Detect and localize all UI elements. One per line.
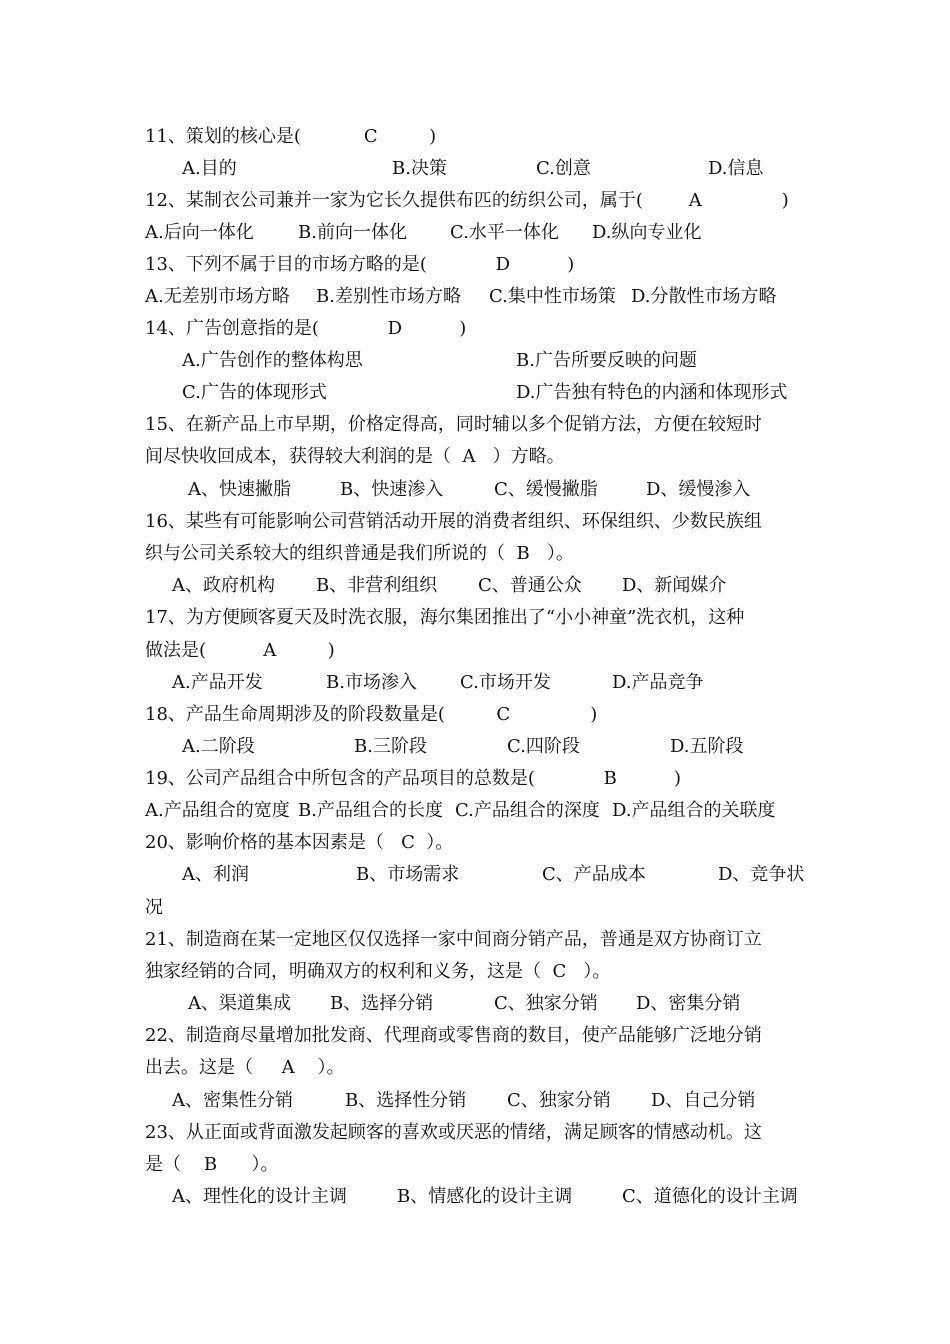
option-d: D、缓慢渗入 — [646, 479, 751, 500]
option-b: B.广告所要反映的问题 — [516, 350, 697, 371]
option-c: C.集中性市场策 — [489, 286, 616, 307]
question-12-options — [0, 222, 950, 244]
option-d: D.产品组合的关联度 — [612, 800, 776, 821]
option-c: C.创意 — [536, 158, 591, 179]
question-14-options-row2 — [0, 382, 950, 404]
question-22-options — [0, 1090, 950, 1112]
question-23-stem-line1: 23、从正面或背面激发起顾客的喜欢或厌恶的情绪，满足顾客的情感动机。这 — [145, 1122, 762, 1143]
option-b: B.市场渗入 — [326, 672, 417, 693]
question-17-stem-line2: 做法是( A ) — [145, 640, 335, 661]
option-c: C.产品组合的深度 — [455, 800, 600, 821]
option-c: C、道德化的设计主调 — [622, 1186, 798, 1207]
option-a: A.二阶段 — [182, 736, 255, 757]
question-21-stem-line1: 21、制造商在某一定地区仅仅选择一家中间商分销产品，普通是双方协商订立 — [145, 929, 762, 950]
question-16-stem-line2: 织与公司关系较大的组织普通是我们所说的（ B ）。 — [145, 543, 574, 564]
question-15-options — [0, 479, 950, 501]
option-a: A、快速撇脂 — [188, 479, 291, 500]
option-c: C、独家分销 — [494, 993, 598, 1014]
option-b: B.前向一体化 — [298, 222, 407, 243]
option-c: C.四阶段 — [507, 736, 580, 757]
option-d: D.产品竞争 — [612, 672, 704, 693]
question-11-options — [0, 158, 950, 180]
question-23-options — [0, 1186, 950, 1208]
option-a: A.广告创作的整体构思 — [182, 350, 363, 371]
option-b: B、非营利组织 — [316, 575, 438, 596]
option-c: C、独家分销 — [507, 1090, 611, 1111]
option-d: D.纵向专业化 — [592, 222, 702, 243]
option-a: A、渠道集成 — [188, 993, 291, 1014]
option-b: B、选择分销 — [330, 993, 434, 1014]
question-13-stem: 13、下列不属于目的市场方略的是( D ) — [145, 254, 575, 275]
option-b: B、快速渗入 — [340, 479, 444, 500]
option-d: D、新闻媒介 — [622, 575, 727, 596]
option-b: B、情感化的设计主调 — [397, 1186, 573, 1207]
option-a: A、理性化的设计主调 — [172, 1186, 347, 1207]
question-21-options — [0, 993, 950, 1015]
option-c: C.水平一体化 — [450, 222, 559, 243]
option-d: D、密集分销 — [636, 993, 741, 1014]
question-20-stem: 20、影响价格的基本因素是（ C ）。 — [145, 832, 454, 853]
question-23-stem-line2: 是（ B ）。 — [145, 1154, 279, 1175]
option-b: B.决策 — [392, 158, 447, 179]
question-17-options — [0, 672, 950, 694]
question-16-options — [0, 575, 950, 597]
question-14-options-row1 — [0, 350, 950, 372]
option-b: B.产品组合的长度 — [298, 800, 443, 821]
option-a: A.目的 — [182, 158, 237, 179]
question-16-stem-line1: 16、某些有可能影响公司营销活动开展的消费者组织、环保组织、少数民族组 — [145, 511, 762, 532]
question-20-option-d-wrap: 况 — [145, 897, 163, 918]
option-a: A.产品组合的宽度 — [145, 800, 290, 821]
question-14-stem: 14、广告创意指的是( D ) — [145, 318, 467, 339]
option-b: B、市场需求 — [356, 864, 460, 885]
question-21-stem-line2: 独家经销的合同，明确双方的权利和义务，这是（ C ）。 — [145, 961, 611, 982]
option-d: D.五阶段 — [670, 736, 744, 757]
option-a: A.产品开发 — [172, 672, 263, 693]
question-22-stem-line1: 22、制造商尽量增加批发商、代理商或零售商的数目，使产品能够广泛地分销 — [145, 1025, 762, 1046]
option-a: A、利润 — [182, 864, 249, 885]
option-c: C、缓慢撇脂 — [494, 479, 598, 500]
option-d: D.信息 — [708, 158, 764, 179]
option-a: A.无差别市场方略 — [145, 286, 290, 307]
option-a: A、密集性分销 — [172, 1090, 293, 1111]
option-c: C.广告的体现形式 — [182, 382, 327, 403]
option-c: C、产品成本 — [542, 864, 646, 885]
option-b: B、选择性分销 — [345, 1090, 467, 1111]
question-19-options — [0, 800, 950, 822]
option-d: D.广告独有特色的内涵和体现形式 — [516, 382, 788, 403]
option-b: B.三阶段 — [354, 736, 427, 757]
question-13-options — [0, 286, 950, 308]
option-d: D、自己分销 — [651, 1090, 756, 1111]
option-a: A.后向一体化 — [145, 222, 254, 243]
question-12-stem: 12、某制衣公司兼并一家为它长久提供布匹的纺织公司，属于( A ) — [145, 190, 789, 211]
option-b: B.差别性市场方略 — [316, 286, 461, 307]
question-19-stem: 19、公司产品组合中所包含的产品项目的总数是( B ) — [145, 768, 682, 789]
question-18-options — [0, 736, 950, 758]
question-22-stem-line2: 出去。这是（ A ）。 — [145, 1057, 345, 1078]
question-15-stem-line2: 间尽快收回成本，获得较大利润的是（ A ）方略。 — [145, 446, 565, 467]
question-18-stem: 18、产品生命周期涉及的阶段数量是( C ) — [145, 704, 598, 725]
option-c: C.市场开发 — [460, 672, 551, 693]
option-a: A、政府机构 — [172, 575, 275, 596]
question-15-stem-line1: 15、在新产品上市早期，价格定得高，同时辅以多个促销方法，方便在较短时 — [145, 414, 762, 435]
option-d: D.分散性市场方略 — [631, 286, 777, 307]
option-d: D、竞争状 — [718, 864, 805, 885]
question-11-stem: 11、策划的核心是( C ) — [145, 126, 437, 147]
question-20-options — [0, 864, 950, 886]
option-c: C、普通公众 — [478, 575, 582, 596]
question-17-stem-line1: 17、为方便顾客夏天及时洗衣服，海尔集团推出了“小小神童”洗衣机，这种 — [145, 607, 745, 628]
